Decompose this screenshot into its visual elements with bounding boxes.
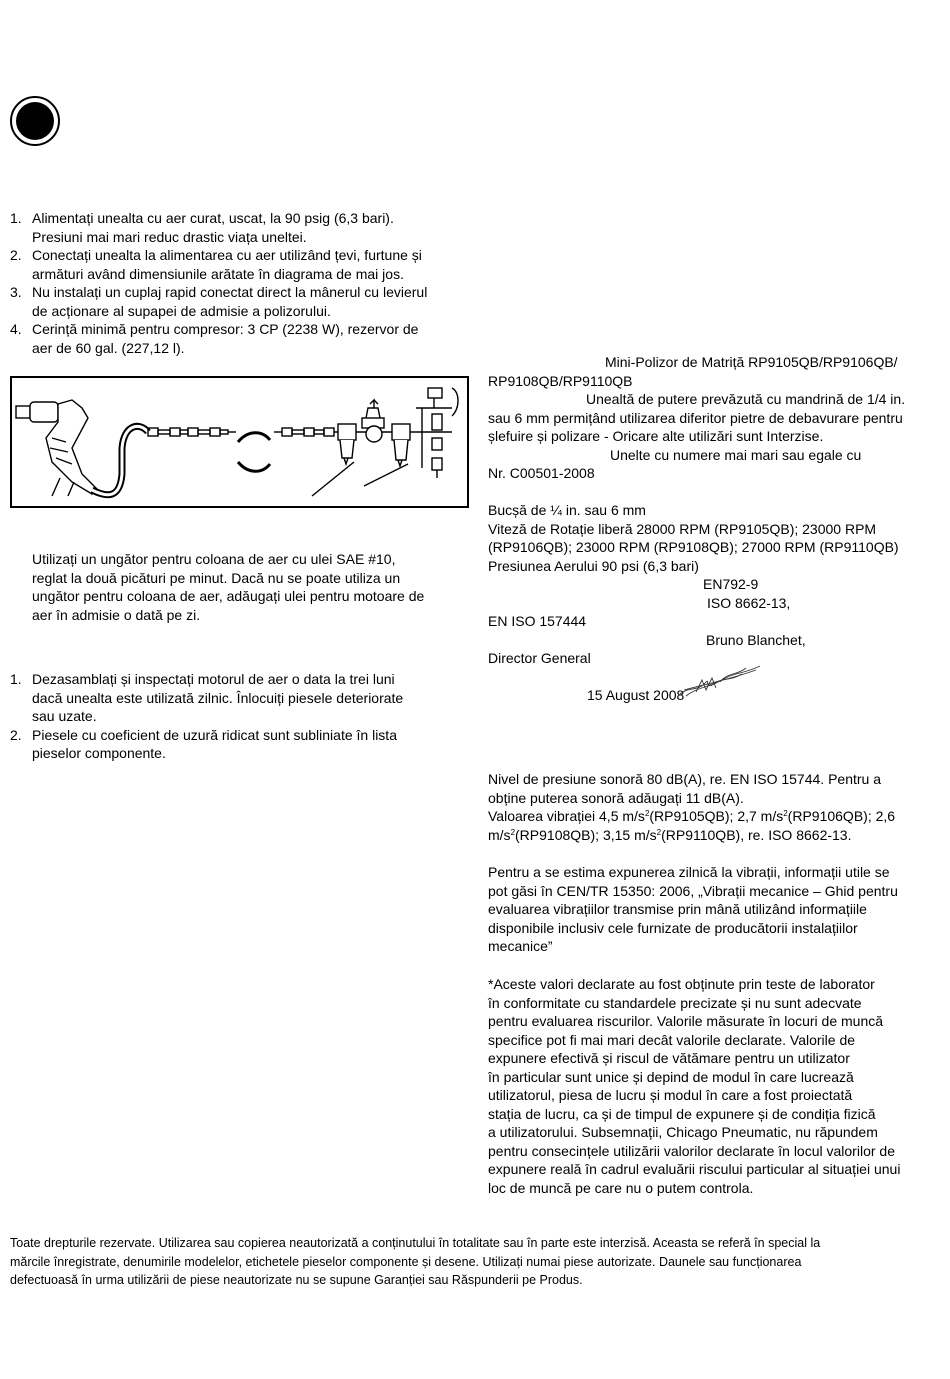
spec-collet: Bucșă de ¼ in. sau 6 mm xyxy=(488,502,646,518)
text-line: ungător pentru coloana de aer, adăugați ulei pentru motoare de xyxy=(32,588,425,604)
setup-instructions-list xyxy=(10,209,472,357)
text-line: reglat la două picături pe minut. Dacă nu se poate utiliza un xyxy=(32,569,401,586)
die-grinder-drawing xyxy=(16,400,98,496)
disclaimer-paragraph: *Aceste valori declarate au fost obținute prin teste de laborator în conformitate cu standardele precizate și nu sunt adecvate pentru evaluarea riscurilor. Valorile măsurate în locuri de muncă specifice pot fi mai mari decât valorile declarate. Valorile de expunere efectivă și riscul de vătămare pentru un utilizator în particular sunt unice și depind de modul în care lucrează utilizatorul, piesa de lucru și modul în care a fost proiectată stația de lucru, ca și de timpul de expunere și de condiția fizică a utilizatorului. Subsemnații, Chicago Pneumatic, nu răpundem pentru consecințele utilizării valorilor declarate în locul valorilor de expunere reală în cadrul evaluării riscului particular al situației unui loc de muncă pe care nu o putem controla. xyxy=(488,976,901,1196)
product-name: Mini-Polizor de Matriță RP9105QB/RP9106QB/ xyxy=(605,354,898,370)
list-item: 1. Alimentați unealta cu aer curat, uscat, la 90 psig (6,3 bari). Presiuni mai mari reduc drastic viața uneltei. xyxy=(10,210,394,245)
spec-speed: Viteză de Rotație liberă 28000 RPM (RP9105QB); 23000 RPM xyxy=(488,520,877,537)
standard-en792: EN792-9 xyxy=(703,576,759,592)
signature-image xyxy=(676,662,762,700)
text-line: Utilizați un ungător pentru coloana de aer cu ulei SAE #10, xyxy=(32,551,396,567)
list-item: 1. Dezasamblați și inspectați motorul de aer o data la trei luni dacă unealta este utilizată zilnic. Înlocuiți piesele deteriorate sau uzate. xyxy=(10,671,404,724)
spec-speed-cont: (RP9106QB); 23000 RPM (RP9108QB); 27000 RPM (RP9110QB) xyxy=(488,539,899,555)
signer-title: Director General xyxy=(488,650,591,666)
vibration-values: Valoarea vibrației 4,5 $m/s^2(RP9105QB)$; 2,7 $m/s^2(RP9106QB)$; 2,6 xyxy=(488,808,896,824)
intended-use: Unealtă de putere prevăzută cu mandrină de 1/4 in. xyxy=(586,391,906,407)
noise-vibration-data xyxy=(488,770,950,844)
language-badge xyxy=(10,96,60,146)
fittings-drawing xyxy=(148,428,334,471)
list-item: 2. Conectați unealta la alimentarea cu aer utilizând țevi, furtune și armături având dimensiunile arătate în diagrama de mai jos. xyxy=(10,247,422,282)
declaration-of-conformity xyxy=(488,353,950,705)
lubrication-paragraph xyxy=(32,550,472,624)
list-item: 3. Nu instalați un cuplaj rapid conectat direct la mânerul cu levierul de acționare al supapei de admisie a polizorului. xyxy=(10,284,428,319)
text-line: sau 6 mm permițând utilizarea diferitor pietre de debavurare pentru xyxy=(488,409,903,426)
vibration-info-paragraph: Pentru a se estima expunerea zilnică la vibrații, informații utile se pot găsi în CEN/TR 15350: 2006, „Vibrații mecanice – Ghid pentru evaluarea vibrațiilor transmise prin mână utilizând informațiile disponibile inclusiv cele furnizate de producătorii instalațiilor mecanice” xyxy=(488,864,898,954)
frl-unit-drawing xyxy=(312,388,458,496)
copyright-footer: Toate drepturile rezervate. Utilizarea sau copierea neautorizată a conținutului în totalitate sau în parte este interzisă. Aceasta se referă în special la mărcile înregistrate, denumirile modelelor, etichetele pieselor componente și desene. Utilizați numai piese autorizate. Daunele sau funcționarea defectuoasă în urma utilizării de piese neautorizate nu se supune Garanției sau Răspunderii pe Produs. xyxy=(10,1236,821,1287)
noise-level: Nivel de presiune sonoră 80 dB(A), re. EN ISO 15744. Pentru a xyxy=(488,771,881,787)
serial-number: Nr. C00501-2008 xyxy=(488,465,595,481)
text-line: șlefuire și polizare - Oricare alte utilizări sunt Interzise. xyxy=(488,428,824,444)
air-supply-diagram xyxy=(10,376,469,508)
text-line: aer în admisie o dată pe zi. xyxy=(32,606,201,623)
list-item: 2. Piesele cu coeficient de uzură ridicat sunt subliniate în lista pieselor componente. xyxy=(10,726,397,761)
text-line: obține puterea sonoră adăugați 11 dB(A). xyxy=(488,789,744,806)
spec-air-pressure: Presiunea Aerului 90 psi (6,3 bari) xyxy=(488,557,699,574)
vibration-values-cont: $m/s^2(RP9108QB)$; 3,15 $m/s^2(RP9110QB)$, re. ISO 8662-13. xyxy=(488,826,852,843)
maintenance-list xyxy=(10,670,472,763)
product-models: RP9108QB/RP9110QB xyxy=(488,372,633,389)
standard-en-iso: EN ISO 157444 xyxy=(488,613,587,629)
serial-range: Unelte cu numere mai mari sau egale cu xyxy=(610,446,862,463)
list-item: 4. Cerință minimă pentru compresor: 3 CP (2238 W), rezervor de aer de 60 gal. (227,12 l). xyxy=(10,321,419,356)
standard-iso8662: ISO 8662-13, xyxy=(707,594,791,611)
signer-name: Bruno Blanchet, xyxy=(706,631,806,648)
air-line-illustration xyxy=(12,378,467,506)
declaration-date: 15 August 2008 xyxy=(587,687,685,703)
